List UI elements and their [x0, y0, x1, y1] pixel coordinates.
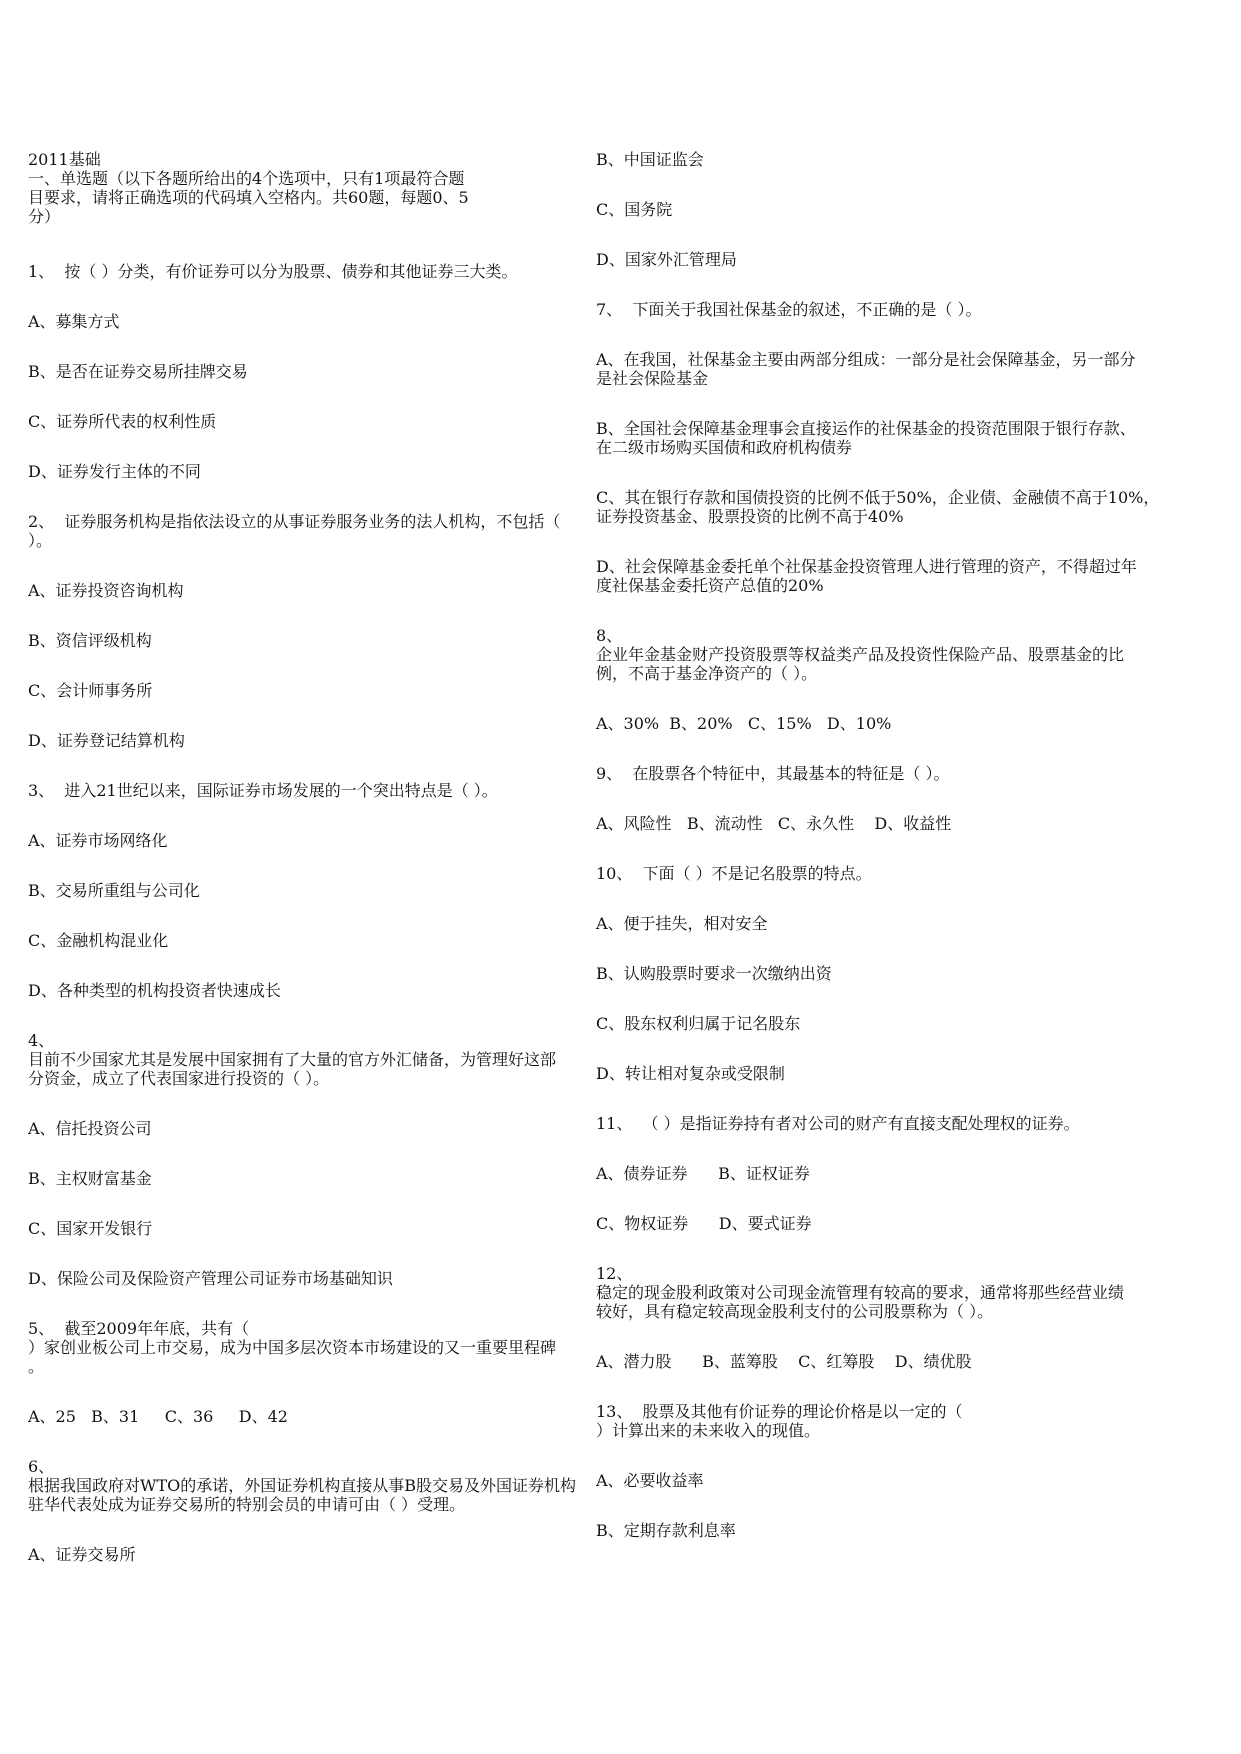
question-2-line-1: 2、 证券服务机构是指依法设立的从事证券服务业务的法人机构，不包括（ — [28, 512, 561, 531]
q6-option-c: C、国务院 — [596, 200, 673, 219]
section-header-line-1: 一、单选题（以下各题所给出的4个选项中，只有1项最符合题 — [28, 169, 465, 188]
question-5-line-2: ）家创业板公司上市交易，成为中国多层次资本市场建设的又一重要里程碑 — [28, 1338, 557, 1357]
q6-option-a: A、证券交易所 — [28, 1545, 136, 1564]
question-11: 11、 （ ）是指证券持有者对公司的财产有直接支配处理权的证券。 — [596, 1114, 1080, 1133]
q12-options: A、潜力股 B、蓝筹股 C、红筹股 D、绩优股 — [596, 1352, 972, 1371]
question-1: 1、 按（ ）分类，有价证券可以分为股票、债券和其他证券三大类。 — [28, 262, 518, 281]
q10-option-a: A、便于挂失，相对安全 — [596, 914, 768, 933]
q4-option-d: D、保险公司及保险资产管理公司证券市场基础知识 — [28, 1269, 393, 1288]
question-4-line-2: 分资金，成立了代表国家进行投资的（ ）。 — [28, 1069, 330, 1088]
q1-option-c: C、证券所代表的权利性质 — [28, 412, 217, 431]
q9-options: A、风险性 B、流动性 C、永久性 D、收益性 — [596, 814, 952, 833]
question-5-line-1: 5、 截至2009年年底，共有（ — [28, 1319, 250, 1338]
q7-option-a-line-1: A、在我国，社保基金主要由两部分组成：一部分是社会保障基金，另一部分 — [596, 350, 1136, 369]
q10-option-d: D、转让相对复杂或受限制 — [596, 1064, 785, 1083]
question-3: 3、 进入21世纪以来，国际证券市场发展的一个突出特点是（ ）。 — [28, 781, 498, 800]
q6-option-b: B、中国证监会 — [596, 150, 704, 169]
question-12-number: 12、 — [596, 1264, 633, 1283]
q2-option-a: A、证券投资咨询机构 — [28, 581, 184, 600]
question-9: 9、 在股票各个特征中，其最基本的特征是（ ）。 — [596, 764, 950, 783]
q2-option-b: B、资信评级机构 — [28, 631, 152, 650]
question-10: 10、 下面（ ）不是记名股票的特点。 — [596, 864, 872, 883]
q4-option-b: B、主权财富基金 — [28, 1169, 152, 1188]
question-12-line-2: 较好，具有稳定较高现金股利支付的公司股票称为（ ）。 — [596, 1302, 994, 1321]
section-header-line-3: 分） — [28, 207, 61, 226]
q7-option-b-line-1: B、全国社会保障基金理事会直接运作的社保基金的投资范围限于银行存款、 — [596, 419, 1136, 438]
q3-option-a: A、证券市场网络化 — [28, 831, 168, 850]
question-7: 7、 下面关于我国社保基金的叙述，不正确的是（ ）。 — [596, 300, 982, 319]
q6-option-d: D、国家外汇管理局 — [596, 250, 737, 269]
q2-option-c: C、会计师事务所 — [28, 681, 153, 700]
q3-option-c: C、金融机构混业化 — [28, 931, 169, 950]
section-header-line-2: 目要求，请将正确选项的代码填入空格内。共60题，每题0、5 — [28, 188, 469, 207]
question-6-number: 6、 — [28, 1457, 55, 1476]
question-12-line-1: 稳定的现金股利政策对公司现金流管理有较高的要求，通常将那些经营业绩 — [596, 1283, 1125, 1302]
question-5-line-3: 。 — [28, 1357, 45, 1376]
question-13-line-2: ）计算出来的未来收入的现值。 — [596, 1421, 821, 1440]
q13-option-b: B、定期存款利息率 — [596, 1521, 736, 1540]
q2-option-d: D、证券登记结算机构 — [28, 731, 185, 750]
q11-options-cd: C、物权证券 D、要式证券 — [596, 1214, 812, 1233]
q1-option-a: A、募集方式 — [28, 312, 120, 331]
q11-options-ab: A、债券证券 B、证权证券 — [596, 1164, 810, 1183]
q13-option-a: A、必要收益率 — [596, 1471, 704, 1490]
q8-options: A、30% B、20% C、15% D、10% — [596, 714, 892, 733]
question-13-line-1: 13、 股票及其他有价证券的理论价格是以一定的（ — [596, 1402, 963, 1421]
question-8-number: 8、 — [596, 626, 623, 645]
q7-option-a-line-2: 是社会保险基金 — [596, 369, 709, 388]
q1-option-b: B、是否在证券交易所挂牌交易 — [28, 362, 248, 381]
question-4-line-1: 目前不少国家尤其是发展中国家拥有了大量的官方外汇储备，为管理好这部 — [28, 1050, 557, 1069]
question-8-line-2: 例，不高于基金净资产的（ ）。 — [596, 664, 818, 683]
q1-option-d: D、证券发行主体的不同 — [28, 462, 201, 481]
question-6-line-2: 驻华代表处成为证券交易所的特别会员的申请可由（ ）受理。 — [28, 1495, 466, 1514]
q7-option-c-line-1: C、其在银行存款和国债投资的比例不低于50%，企业债、金融债不高于10%， — [596, 488, 1160, 507]
q4-option-c: C、国家开发银行 — [28, 1219, 153, 1238]
q5-options: A、25 B、31 C、36 D、42 — [28, 1407, 288, 1426]
question-6-line-1: 根据我国政府对WTO的承诺，外国证券机构直接从事B股交易及外国证券机构 — [28, 1476, 576, 1495]
q3-option-b: B、交易所重组与公司化 — [28, 881, 200, 900]
question-8-line-1: 企业年金基金财产投资股票等权益类产品及投资性保险产品、股票基金的比 — [596, 645, 1125, 664]
question-4-number: 4、 — [28, 1031, 55, 1050]
q7-option-d-line-1: D、社会保障基金委托单个社保基金投资管理人进行管理的资产，不得超过年 — [596, 557, 1137, 576]
q10-option-c: C、股东权利归属于记名股东 — [596, 1014, 801, 1033]
q10-option-b: B、认购股票时要求一次缴纳出资 — [596, 964, 832, 983]
question-2-line-2: ）。 — [28, 531, 53, 550]
q3-option-d: D、各种类型的机构投资者快速成长 — [28, 981, 281, 1000]
doc-title: 2011基础 — [28, 150, 101, 169]
q7-option-c-line-2: 证券投资基金、股票投资的比例不高于40% — [596, 507, 904, 526]
q7-option-b-line-2: 在二级市场购买国债和政府机构债券 — [596, 438, 853, 457]
q7-option-d-line-2: 度社保基金委托资产总值的20% — [596, 576, 824, 595]
q4-option-a: A、信托投资公司 — [28, 1119, 152, 1138]
